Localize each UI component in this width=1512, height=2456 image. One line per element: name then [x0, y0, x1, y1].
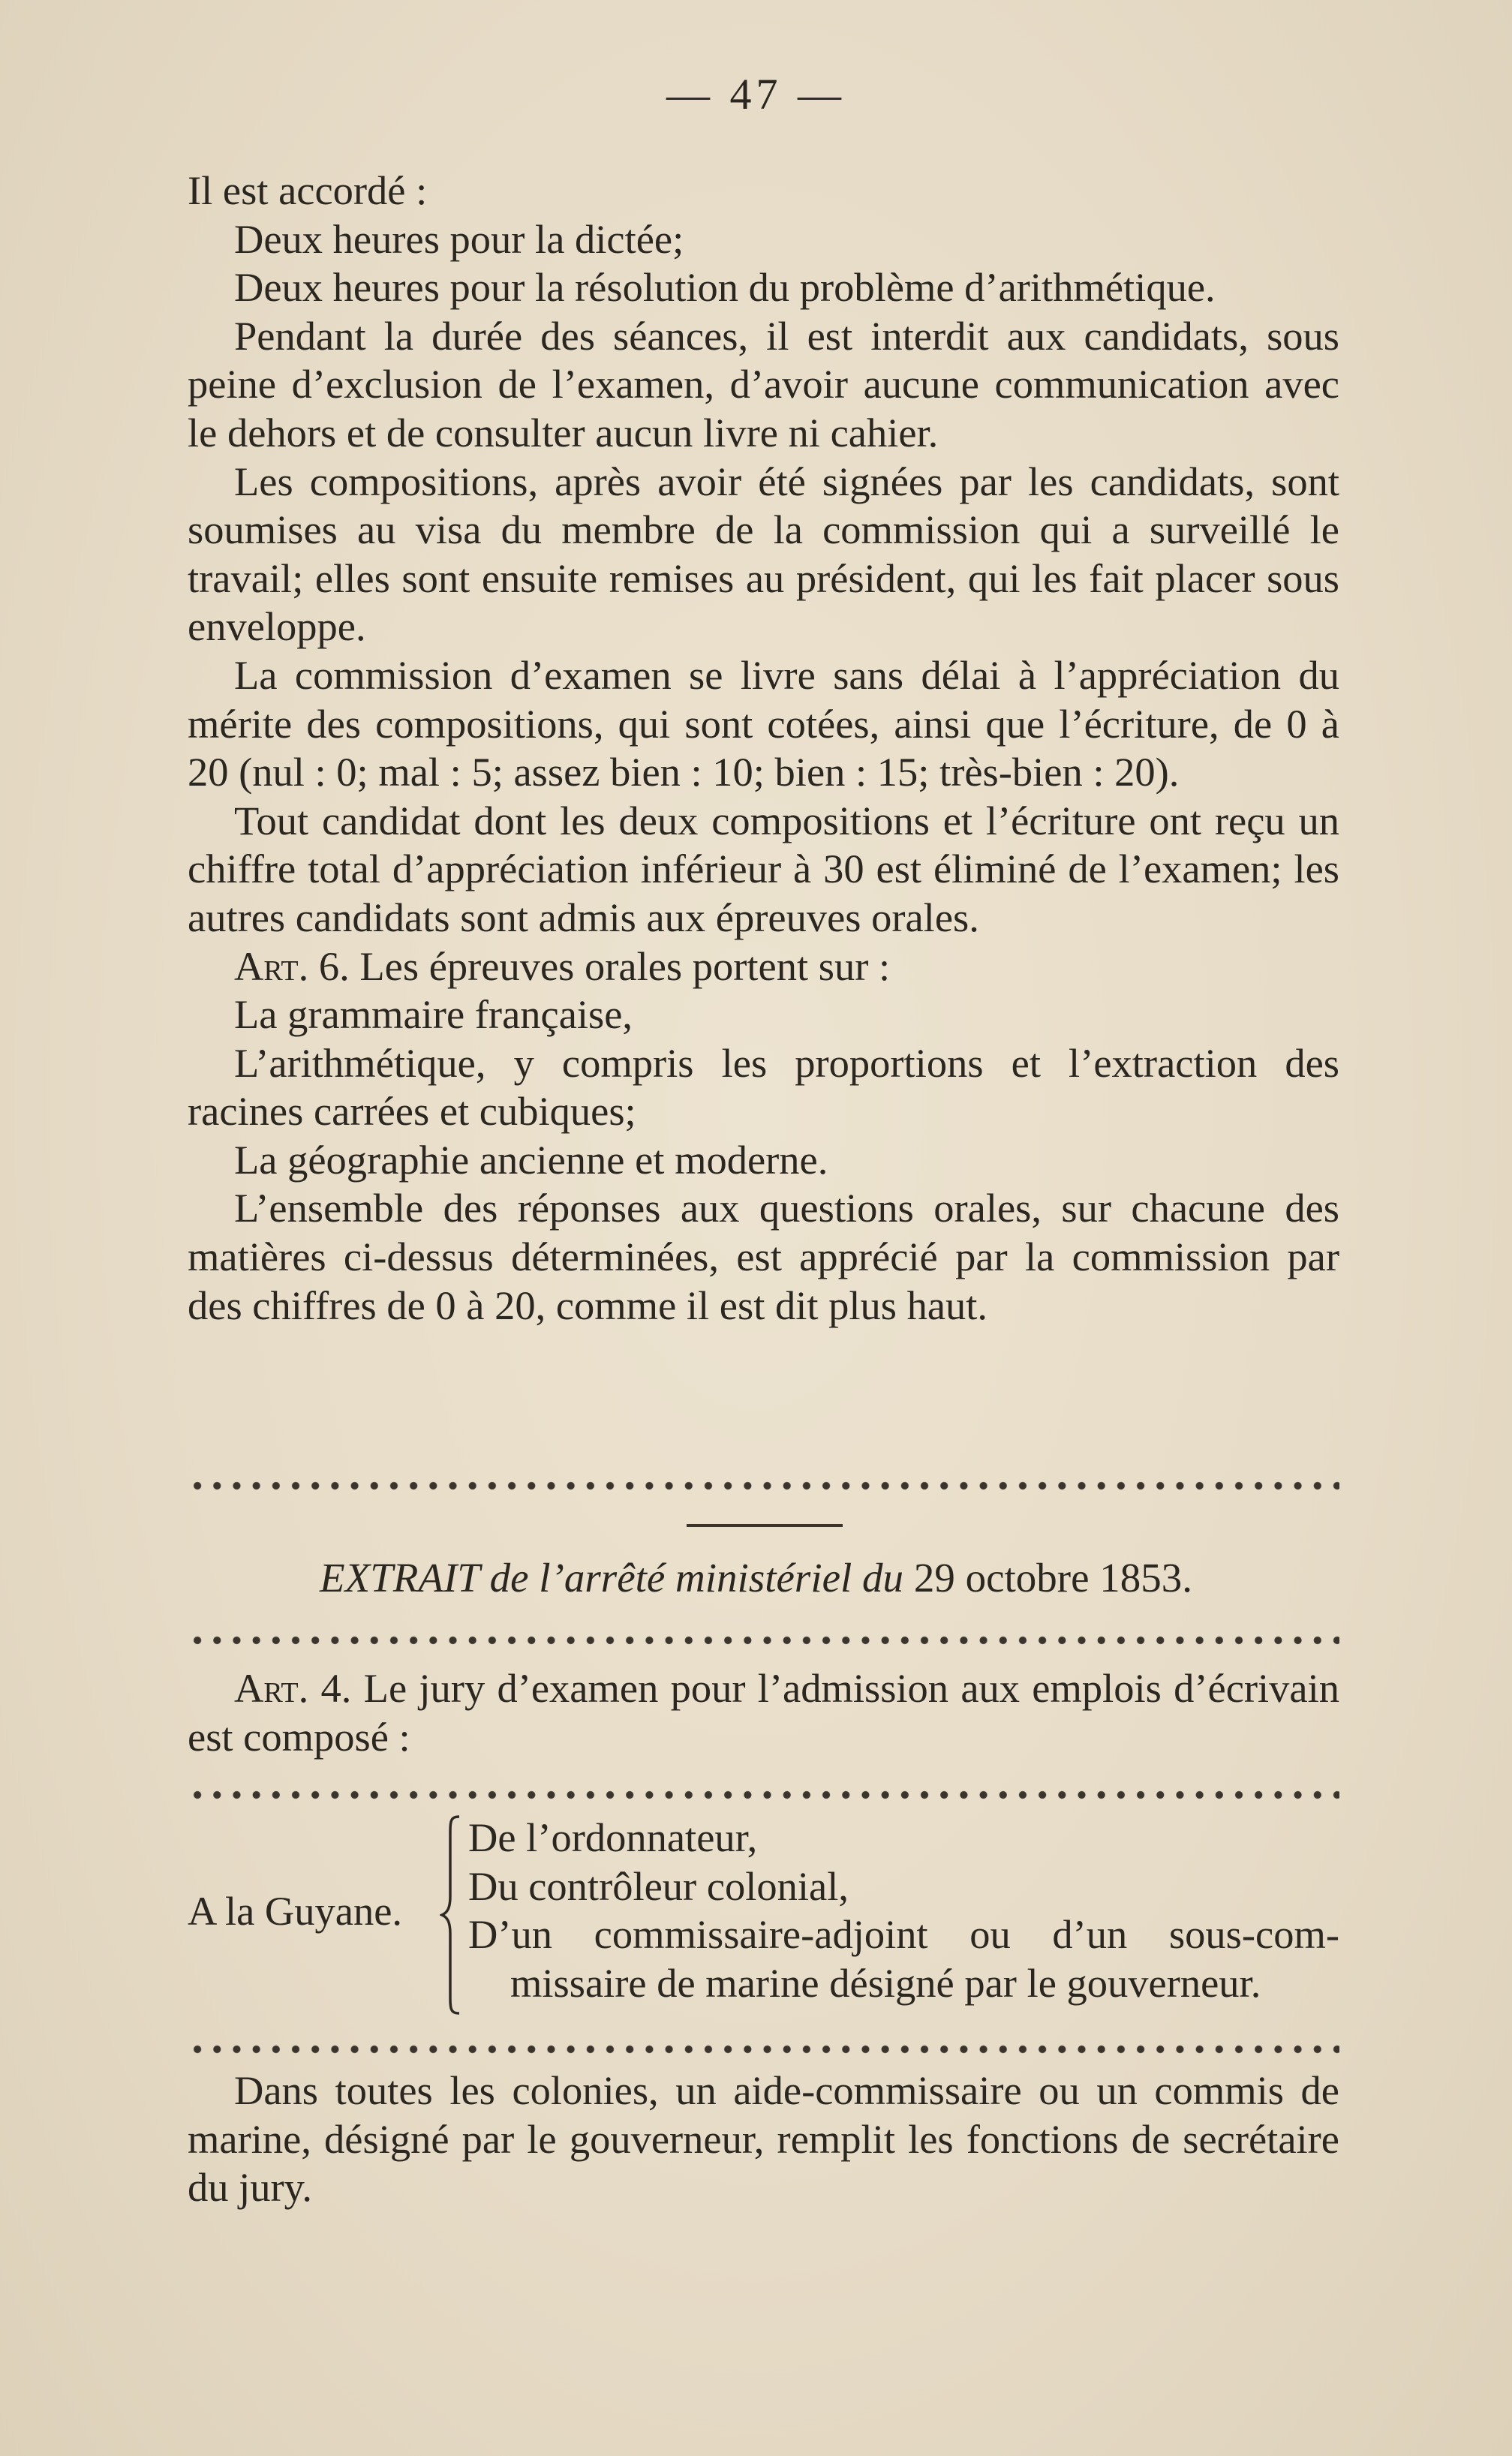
brace-symbol — [440, 1814, 462, 2016]
jury-member-controleur: Du contrôleur colonial, — [468, 1862, 849, 1909]
ellipsis-dots-row — [188, 1635, 1339, 1646]
article-4-text: Le jury d’examen pour l’admission aux emplois d’écrivain est composé : — [188, 1665, 1340, 1760]
jury-member-commissaire-cont: missaire de marine désigné par le gouverneur. — [510, 1959, 1261, 2006]
paragraph-commission: La commission d’examen se livre sans délai à l’appréciation du mérite des compositions, qui sont cotées, ainsi que l’écriture, de 0 à 20 (nul : 0; mal : 5; assez bien : 10; bien : 15; très-bien : 20). — [188, 651, 1339, 795]
jury-member-ordonnateur: De l’ordonnateur, — [468, 1814, 758, 1860]
article-4-label: Art. 4. — [234, 1665, 352, 1711]
section-article-4 — [188, 1664, 1339, 1761]
oral-item-grammaire: La grammaire française, — [234, 991, 633, 1038]
extract-title-italic: EXTRAIT de l’arrêté ministériel du — [320, 1555, 904, 1601]
article-6-text: Les épreuves orales portent sur : — [359, 942, 891, 989]
jury-members-list — [468, 1814, 1339, 2007]
paragraph-compositions: Les compositions, après avoir été signées par les candidats, sont soumises au visa du membre de la commission qui a surveillé le travail; elles sont ensuite remises au président, qui les fait placer sous enveloppe. — [188, 458, 1339, 650]
extract-title — [0, 1552, 1512, 1604]
oral-item-geographie: La géographie ancienne et moderne. — [234, 1136, 828, 1183]
ellipsis-dots-row — [188, 1790, 1339, 1800]
ellipsis-dots-row — [188, 2044, 1339, 2055]
article-6 — [188, 942, 1339, 991]
text-line-accorde: Il est accordé : — [188, 167, 428, 213]
oral-item-arithmetique: L’arithmétique, y compris les proportions et l’extraction des racines carrées et cubiques; — [188, 1039, 1339, 1135]
paragraph-secretaire: Dans toutes les colonies, un aide-commissaire ou un commis de marine, désigné par le gouverneur, remplit les fonctions de secrétaire du jury. — [188, 2067, 1339, 2211]
text-line-probleme: Deux heures pour la résolution du problème d’arithmétique. — [234, 264, 1216, 311]
paragraph-candidat: Tout candidat dont les deux compositions et l’écriture ont reçu un chiffre total d’appréciation inférieur à 30 est éliminé de l’examen; les autres candidats sont admis aux épreuves orales. — [188, 797, 1339, 940]
guyane-label: A la Guyane. — [188, 1888, 403, 1934]
section-examen-ecrit — [188, 167, 1339, 1330]
ellipsis-dots-row — [188, 1481, 1339, 1491]
jury-member-commissaire: D’un commissaire-adjoint ou d’un sous-com- — [468, 1911, 1339, 1958]
section-secretaire — [188, 2067, 1339, 2212]
article-4 — [188, 1664, 1339, 1761]
extract-title-date: 29 octobre 1853. — [913, 1555, 1192, 1601]
paragraph-ensemble: L’ensemble des réponses aux questions orales, sur chacune des matières ci-dessus déterminées, est apprécié par la commission par des chiffres de 0 à 20, comme il est dit plus haut. — [188, 1185, 1339, 1328]
article-6-label: Art. 6. — [234, 942, 350, 989]
section-rule — [687, 1524, 843, 1527]
paragraph-seances: Pendant la durée des séances, il est interdit aux candidats, sous peine d’exclusion de l’examen, d’avoir aucune communication avec le dehors et de consulter aucun livre ni cahier. — [188, 312, 1339, 455]
text-line-dictee: Deux heures pour la dictée; — [234, 215, 684, 262]
page-number: — 47 — — [666, 70, 846, 119]
